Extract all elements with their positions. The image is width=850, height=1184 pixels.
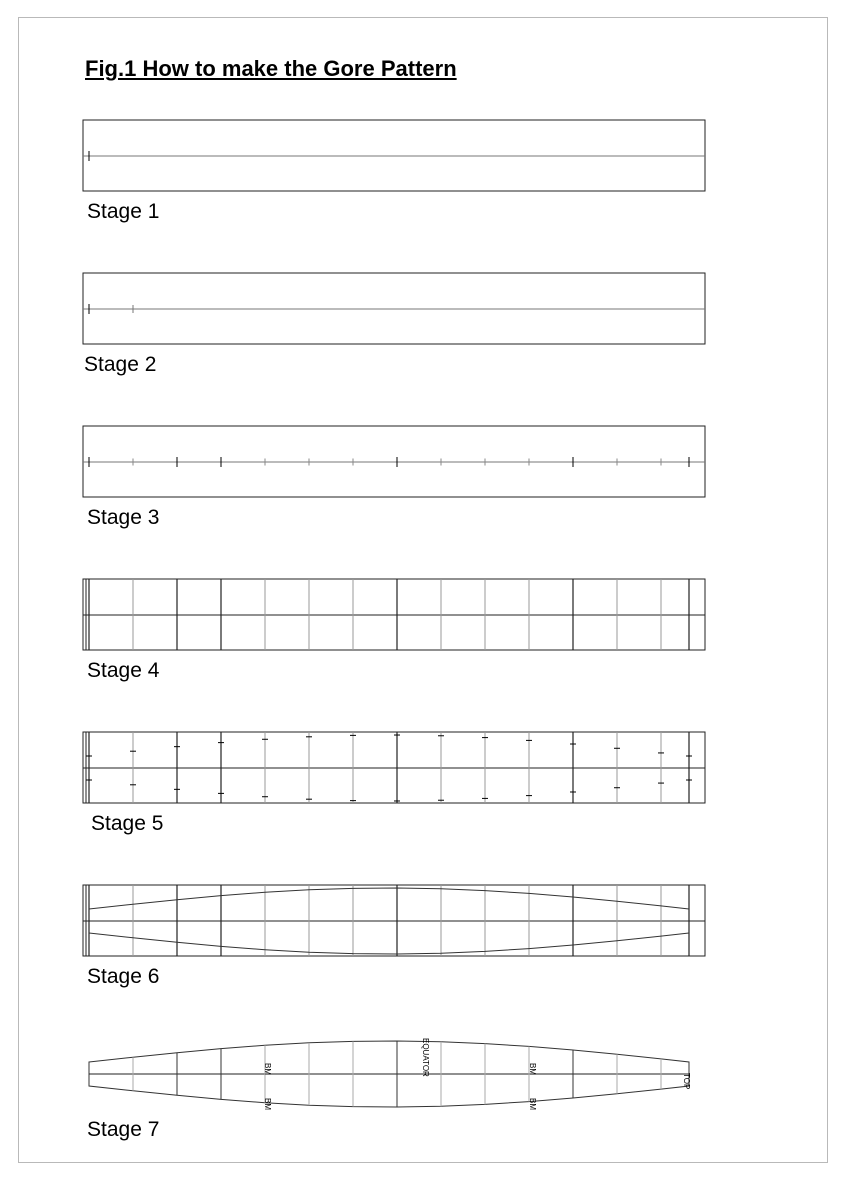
stage-7-label: Stage 7 (87, 1118, 160, 1141)
stage-6-lower-gore-curve (89, 933, 689, 954)
stage-1-label: Stage 1 (87, 200, 160, 223)
equator-label: EQUATOR (421, 1038, 430, 1077)
stage-5-label: Stage 5 (91, 812, 164, 835)
bm-label-upper-right: BM (528, 1063, 537, 1075)
bm-label-upper-left: BM (263, 1063, 272, 1075)
stage-6-label: Stage 6 (87, 965, 160, 988)
stage-3-label: Stage 3 (87, 506, 160, 529)
bm-label-lower-left: BM (263, 1098, 272, 1110)
bm-label-lower-right: BM (528, 1098, 537, 1110)
top-label: TOP (682, 1073, 691, 1090)
stage-6-upper-gore-curve (89, 888, 689, 909)
stage-4-label: Stage 4 (87, 659, 160, 682)
figure-title: Fig.1 How to make the Gore Pattern (85, 56, 457, 81)
stage-2-label: Stage 2 (84, 353, 157, 376)
